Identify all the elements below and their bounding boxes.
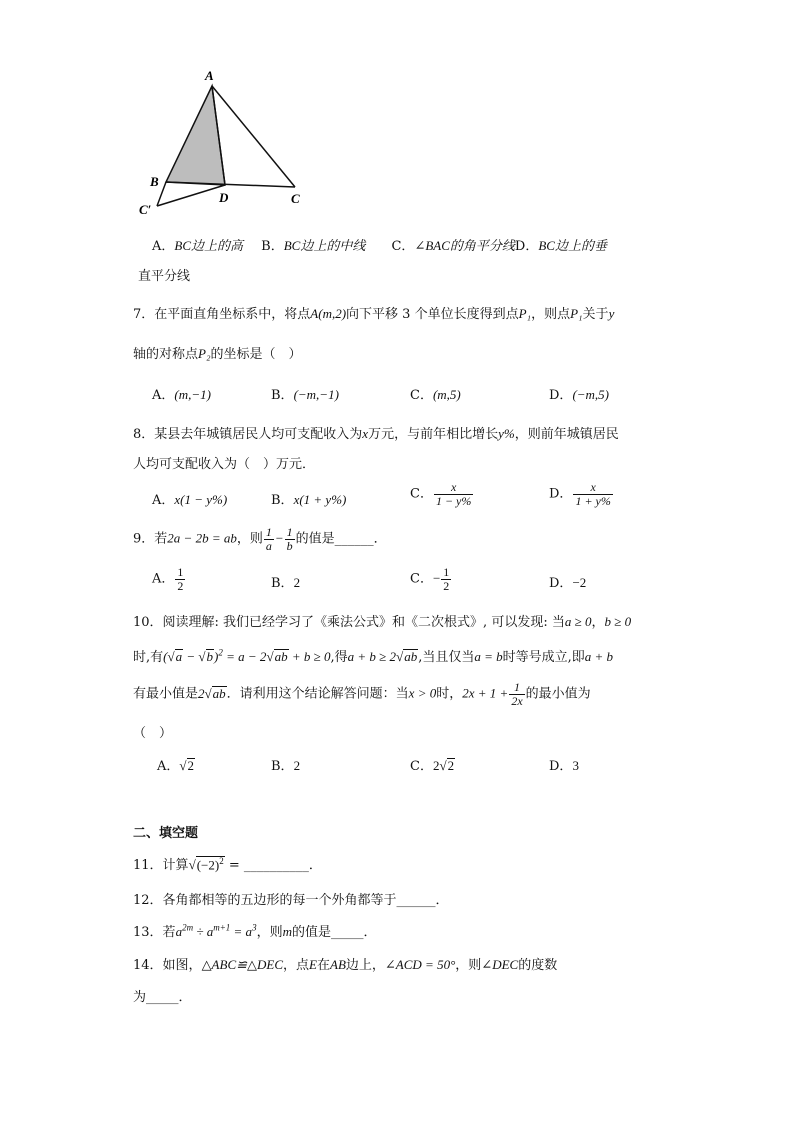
- q10-option-d[interactable]: D．3: [549, 758, 579, 774]
- q11-line: 11．计算$√(-2)^2$ = __________．: [133, 855, 322, 873]
- q10-option-b[interactable]: B．2: [271, 758, 301, 774]
- label-d: D: [219, 190, 229, 205]
- q8-line1: 8．某县去年城镇居民人均可支配收入为x万元，与前年相比增长y%，则前年城镇居民: [133, 426, 619, 442]
- label-b: B: [150, 174, 159, 189]
- section-heading-fill-in: 二、填空题: [133, 826, 199, 841]
- q8-option-b[interactable]: B．x(1 + y%): [271, 492, 347, 508]
- q7-line2: 轴的对称点P₂的坐标是（ ）: [133, 346, 302, 362]
- q9-option-b[interactable]: B．2: [271, 575, 301, 591]
- q14-line1: 14．如图，△ABC≌△DEC，点E在AB边上，∠ACD = 50°，则∠DEC的度数: [133, 957, 558, 973]
- q6-option-d[interactable]: D．BC边上的垂: [514, 238, 607, 254]
- label-c: C: [291, 191, 300, 206]
- q10-line4: （ ）: [133, 726, 173, 741]
- q6-option-d-cont: 直平分线: [138, 269, 191, 284]
- q7-option-c[interactable]: C．(m,5): [410, 387, 461, 403]
- q9-option-a[interactable]: A． $\frac{1}{2}$: [152, 565, 184, 593]
- label-c-prime: C′: [139, 202, 152, 217]
- q10-line3: 有最小值是2√ab．请利用这个结论解答问题：当x > 0时，2x + 1 + $\frac{1}{2x}$ 的最小值为: [133, 680, 591, 708]
- q6-option-b[interactable]: B．BC边上的中线: [261, 238, 366, 254]
- q6-option-a[interactable]: A．BC边上的高: [152, 238, 244, 254]
- segment-bc: [166, 182, 295, 187]
- q8-option-a[interactable]: A．x(1 − y%): [152, 492, 228, 508]
- q9-option-c[interactable]: C．− $\frac{1}{2}$: [410, 565, 450, 593]
- triangle-figure: [130, 62, 320, 222]
- q7-option-a[interactable]: A．(m,−1): [152, 387, 211, 403]
- q7-option-b[interactable]: B．(−m,−1): [271, 387, 339, 403]
- q9-line: 9．若2a − 2b = ab，则 $\frac{1}{a}$ − $\frac{1}{b}$ 的值是______．: [133, 525, 387, 553]
- q14-line2: 为_____．: [133, 990, 192, 1005]
- q8-option-c[interactable]: C． $\frac{x}{1 - y\%}$: [410, 480, 472, 508]
- q12-line: 12．各角都相等的五边形的每一个外角都等于______．: [133, 893, 449, 908]
- q10-line1: 10．阅读理解: 我们已经学习了《乘法公式》和《二次根式》, 可以发现: 当a ≥ 0，b ≥ 0: [133, 614, 632, 630]
- q6-option-c[interactable]: C．∠BAC的角平分线: [391, 238, 515, 254]
- q10-option-c[interactable]: C．2√2: [410, 758, 455, 774]
- segment-ac: [212, 86, 295, 187]
- q10-line2: 时,有$(√a - √b)^2 = a - 2√ab + b \ge 0$,得a + b ≥ 2√ab,当且仅当a = b时等号成立,即a + b: [133, 647, 614, 665]
- segment-cprime-d: [157, 185, 225, 206]
- q9-option-d[interactable]: D．−2: [549, 575, 587, 591]
- q10-option-a[interactable]: A．√2: [157, 758, 195, 774]
- q7-option-d[interactable]: D．(−m,5): [549, 387, 610, 403]
- q8-line2: 人均可支配收入为（ ）万元．: [133, 457, 316, 472]
- shaded-triangle-abd: [166, 86, 225, 185]
- q7-line1: 7．在平面直角坐标系中，将点A(m,2)向下平移 3 个单位长度得到点P₁，则点P₁关于y: [133, 306, 615, 322]
- q6-options: [152, 235, 607, 254]
- q13-line: 13．若$a^{2m} \div a^{m+1} = a^3$，则m的值是_____．: [133, 922, 377, 940]
- q8-option-d[interactable]: D． $\frac{x}{1 + y\%}$: [549, 480, 611, 508]
- label-a: A: [205, 68, 214, 83]
